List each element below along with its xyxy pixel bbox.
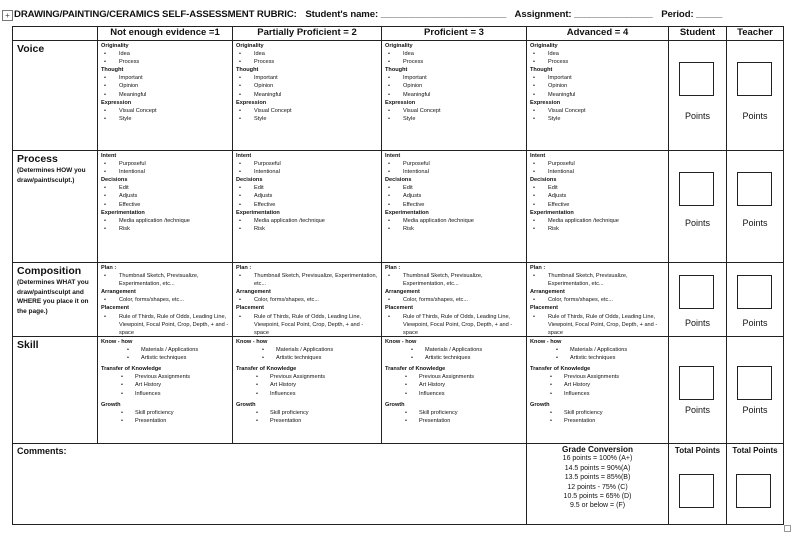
row-label-composition <box>12 262 98 337</box>
criterion-item: • Previous Assignments <box>530 373 666 381</box>
criterion-item: • Process <box>530 58 666 66</box>
criterion-item: • Meaningful <box>530 91 666 99</box>
criterion-item: • Purposeful <box>101 160 230 168</box>
criterion-heading: Originality <box>236 43 264 49</box>
col-header-1: Not enough evidence =1 <box>97 26 233 41</box>
criterion-heading: Placement <box>385 305 413 312</box>
criterion-item: • Process <box>101 58 230 66</box>
criterion-item: • Intentional <box>236 168 379 176</box>
criterion-heading: Know - how <box>530 339 562 345</box>
criterion-item: • Rule of Thirds, Rule of Odds, Leading Line, Viewpoint, Focal Point, Crop, Depth, + and - space <box>385 313 524 337</box>
criterion-heading: Experimentation <box>101 209 145 216</box>
criterion-item: • Meaningful <box>236 91 379 99</box>
points-label: Points <box>742 405 768 415</box>
header-corner-cell <box>12 26 98 41</box>
col-header-3: Proficient = 3 <box>381 26 527 41</box>
criterion-item: • Adjusts <box>101 192 230 200</box>
criterion-item: • Visual Concept <box>236 107 379 115</box>
points-label: Points <box>742 318 768 328</box>
period-field: Period: _____ <box>661 9 723 20</box>
criterion-item: • Meaningful <box>385 91 524 99</box>
criterion-item: • Important <box>385 74 524 82</box>
points-label: Points <box>684 405 710 415</box>
criterion-item: • Opinion <box>101 82 230 90</box>
criterion-item: • Presentation <box>530 417 666 425</box>
teacher-score-box[interactable] <box>737 172 772 206</box>
criterion-heading: Decisions <box>530 177 557 184</box>
criterion-heading: Intent <box>530 153 546 159</box>
criterion-item: • Media application /technique <box>101 217 230 225</box>
criteria-cell-voice-4 <box>526 40 669 151</box>
points-label: Points <box>742 111 768 121</box>
criterion-item: • Risk <box>101 225 230 233</box>
criterion-item: • Thumbnail Sketch, Previsualize, Experimentation, etc... <box>101 272 230 288</box>
criterion-heading: Decisions <box>236 177 263 184</box>
student-total-label: Total Points <box>674 446 721 455</box>
criterion-item: • Important <box>101 74 230 82</box>
criterion-item: • Effective <box>530 201 666 209</box>
row-name: Voice <box>17 43 45 55</box>
criterion-heading: Experimentation <box>530 209 574 216</box>
criterion-item: • Opinion <box>530 82 666 90</box>
criterion-item: • Art History <box>385 381 524 389</box>
teacher-score-box[interactable] <box>737 275 772 309</box>
criterion-heading: Arrangement <box>236 289 271 296</box>
teacher-score-box[interactable] <box>737 366 772 400</box>
criterion-heading: Decisions <box>101 177 128 184</box>
criterion-item: • Risk <box>385 225 524 233</box>
row-label-process <box>12 150 98 263</box>
table-move-handle-icon[interactable]: + <box>2 10 13 21</box>
col-header-student: Student <box>668 26 727 41</box>
criteria-cell-composition-1 <box>97 262 233 337</box>
rubric-title <box>14 9 784 23</box>
student-score-box[interactable] <box>679 366 714 400</box>
criterion-item: • Thumbnail Sketch, Previsualize, Experimentation, etc... <box>530 272 666 288</box>
criterion-item: • Skill proficiency <box>385 409 524 417</box>
criterion-item: • Rule of Thirds, Rule of Odds, Leading Line, Viewpoint, Focal Point, Crop, Depth, + and - space <box>530 313 666 337</box>
criterion-item: • Influences <box>530 390 666 398</box>
row-label-voice <box>12 40 98 151</box>
criterion-heading: Intent <box>236 153 252 159</box>
grade-line: 13.5 points = 85%(B) <box>564 474 631 482</box>
criterion-item: • Artistic techniques <box>101 354 230 362</box>
criterion-heading: Thought <box>236 67 259 74</box>
criterion-item: • Skill proficiency <box>530 409 666 417</box>
criterion-item: • Media application /technique <box>385 217 524 225</box>
criterion-item: • Important <box>236 74 379 82</box>
criterion-item: • Influences <box>101 390 230 398</box>
points-label: Points <box>684 318 710 328</box>
col-header-4: Advanced = 4 <box>526 26 669 41</box>
criterion-item: • Materials / Applications <box>236 346 379 354</box>
criterion-heading: Growth <box>530 401 550 408</box>
row-name: Process <box>17 153 58 165</box>
row-description: (Determines HOW you draw/paint/sculpt.) <box>17 167 86 184</box>
student-score-cell-process <box>668 150 727 263</box>
criterion-item: • Purposeful <box>236 160 379 168</box>
criterion-item: • Risk <box>236 225 379 233</box>
criterion-heading: Transfer of Knowledge <box>385 366 446 373</box>
table-resize-handle-icon[interactable] <box>784 525 791 532</box>
criterion-heading: Intent <box>101 153 117 159</box>
criterion-heading: Thought <box>101 67 124 74</box>
criterion-item: • Influences <box>236 390 379 398</box>
criterion-item: • Process <box>236 58 379 66</box>
criterion-heading: Originality <box>101 43 129 49</box>
criterion-item: • Presentation <box>101 417 230 425</box>
criterion-item: • Artistic techniques <box>236 354 379 362</box>
teacher-score-box[interactable] <box>737 62 772 96</box>
teacher-total-box[interactable] <box>736 474 771 508</box>
criterion-heading: Expression <box>385 99 416 106</box>
criterion-item: • Idea <box>385 50 524 58</box>
points-label: Points <box>684 218 710 228</box>
criterion-item: • Previous Assignments <box>236 373 379 381</box>
col-header-teacher: Teacher <box>726 26 784 41</box>
criterion-heading: Know - how <box>385 339 417 345</box>
criterion-item: • Adjusts <box>530 192 666 200</box>
criterion-heading: Thought <box>385 67 408 74</box>
grade-line: 9.5 or below = (F) <box>569 502 626 510</box>
criterion-item: • Color, forms/shapes, etc... <box>101 296 230 304</box>
grade-line: 14.5 points = 90%(A) <box>564 464 631 472</box>
criterion-item: • Important <box>530 74 666 82</box>
criterion-item: • Rule of Thirds, Rule of Odds, Leading Line, Viewpoint, Focal Point, Crop, Depth, + and - space <box>236 313 379 337</box>
criterion-item: • Materials / Applications <box>101 346 230 354</box>
criterion-item: • Thumbnail Sketch, Previsualize, Experimentation, etc... <box>236 272 379 288</box>
criterion-item: • Previous Assignments <box>385 373 524 381</box>
criterion-item: • Purposeful <box>385 160 524 168</box>
criterion-heading: Placement <box>101 305 129 312</box>
grade-line: 12 points - 75% (C) <box>567 483 628 491</box>
col-header-2: Partially Proficient = 2 <box>232 26 382 41</box>
criterion-heading: Plan : <box>530 265 546 271</box>
criterion-heading: Arrangement <box>385 289 420 296</box>
criterion-heading: Arrangement <box>530 289 565 296</box>
criterion-item: • Media application /technique <box>530 217 666 225</box>
criterion-heading: Expression <box>101 99 132 106</box>
criterion-heading: Expression <box>236 99 267 106</box>
criterion-heading: Transfer of Knowledge <box>236 366 297 373</box>
criterion-item: • Rule of Thirds, Rule of Odds, Leading Line, Viewpoint, Focal Point, Crop, Depth, + and - space <box>101 313 230 337</box>
criterion-item: • Color, forms/shapes, etc... <box>385 296 524 304</box>
criterion-heading: Arrangement <box>101 289 136 296</box>
criterion-item: • Idea <box>236 50 379 58</box>
criterion-item: • Style <box>530 115 666 123</box>
criterion-item: • Thumbnail Sketch, Previsualize, Experimentation, etc... <box>385 272 524 288</box>
criterion-item: • Artistic techniques <box>385 354 524 362</box>
criteria-cell-skill-1 <box>97 336 233 444</box>
criterion-heading: Plan : <box>101 265 117 271</box>
criterion-heading: Placement <box>236 305 264 312</box>
criterion-heading: Growth <box>236 401 256 408</box>
criteria-cell-skill-4 <box>526 336 669 444</box>
assignment-field: Assignment: _______________ <box>514 9 653 20</box>
criterion-item: • Risk <box>530 225 666 233</box>
student-score-box[interactable] <box>679 275 714 309</box>
criteria-cell-composition-3 <box>381 262 527 337</box>
row-description: (Determines WHAT you draw/paint/sculpt and WHERE you place it on the page.) <box>17 279 89 315</box>
criterion-item: • Adjusts <box>236 192 379 200</box>
criterion-item: • Color, forms/shapes, etc... <box>236 296 379 304</box>
criterion-heading: Experimentation <box>236 209 280 216</box>
comments-label: Comments: <box>17 446 67 456</box>
criteria-cell-skill-2 <box>232 336 382 444</box>
criterion-item: • Intentional <box>385 168 524 176</box>
criterion-heading: Thought <box>530 67 553 74</box>
criterion-heading: Know - how <box>101 339 133 345</box>
criterion-heading: Originality <box>385 43 413 49</box>
criteria-cell-composition-4 <box>526 262 669 337</box>
criteria-cell-process-2 <box>232 150 382 263</box>
student-name-field: Student's name: ________________________ <box>305 9 507 20</box>
criterion-item: • Style <box>236 115 379 123</box>
criterion-item: • Previous Assignments <box>101 373 230 381</box>
criterion-item: • Opinion <box>385 82 524 90</box>
rubric-title-text: DRAWING/PAINTING/CERAMICS SELF-ASSESSMENT RUBRIC: <box>14 9 297 20</box>
criterion-item: • Art History <box>236 381 379 389</box>
student-score-box[interactable] <box>679 62 714 96</box>
teacher-total-label: Total Points <box>732 446 778 455</box>
criteria-cell-skill-3 <box>381 336 527 444</box>
criterion-heading: Experimentation <box>385 209 429 216</box>
criterion-item: • Style <box>385 115 524 123</box>
criterion-item: • Art History <box>101 381 230 389</box>
criterion-item: • Presentation <box>385 417 524 425</box>
criterion-heading: Plan : <box>236 265 252 271</box>
criterion-item: • Meaningful <box>101 91 230 99</box>
criterion-item: • Intentional <box>101 168 230 176</box>
grade-line: 10.5 points = 65% (D) <box>563 493 632 501</box>
row-name: Skill <box>17 339 39 351</box>
criteria-cell-process-3 <box>381 150 527 263</box>
criterion-item: • Edit <box>385 184 524 192</box>
criteria-cell-process-4 <box>526 150 669 263</box>
criterion-item: • Influences <box>385 390 524 398</box>
grade-conversion-cell <box>526 443 669 525</box>
criterion-item: • Effective <box>236 201 379 209</box>
criterion-heading: Placement <box>530 305 558 312</box>
row-name: Composition <box>17 265 82 277</box>
criterion-heading: Growth <box>385 401 405 408</box>
criteria-cell-voice-1 <box>97 40 233 151</box>
comments-cell[interactable] <box>12 443 527 525</box>
criterion-item: • Skill proficiency <box>236 409 379 417</box>
criterion-item: • Visual Concept <box>530 107 666 115</box>
criterion-item: • Presentation <box>236 417 379 425</box>
criterion-item: • Idea <box>101 50 230 58</box>
criterion-item: • Effective <box>385 201 524 209</box>
criteria-cell-process-1 <box>97 150 233 263</box>
teacher-score-cell-process <box>726 150 784 263</box>
student-score-box[interactable] <box>679 172 714 206</box>
criterion-heading: Intent <box>385 153 401 159</box>
student-total-box[interactable] <box>679 474 714 508</box>
criteria-cell-voice-2 <box>232 40 382 151</box>
criterion-item: • Edit <box>101 184 230 192</box>
criterion-item: • Purposeful <box>530 160 666 168</box>
criterion-heading: Transfer of Knowledge <box>530 366 591 373</box>
criteria-cell-composition-2 <box>232 262 382 337</box>
criteria-cell-voice-3 <box>381 40 527 151</box>
criterion-item: • Visual Concept <box>101 107 230 115</box>
criterion-item: • Adjusts <box>385 192 524 200</box>
grade-line: 16 points = 100% (A+) <box>562 455 633 463</box>
criterion-item: • Edit <box>530 184 666 192</box>
criterion-item: • Color, forms/shapes, etc... <box>530 296 666 304</box>
criterion-heading: Decisions <box>385 177 412 184</box>
criterion-heading: Originality <box>530 43 558 49</box>
row-label-skill <box>12 336 98 444</box>
criterion-item: • Art History <box>530 381 666 389</box>
criterion-heading: Expression <box>530 99 561 106</box>
criterion-item: • Visual Concept <box>385 107 524 115</box>
criterion-item: • Media application /technique <box>236 217 379 225</box>
criterion-item: • Intentional <box>530 168 666 176</box>
criterion-item: • Idea <box>530 50 666 58</box>
criterion-item: • Process <box>385 58 524 66</box>
grade-conversion-title: Grade Conversion <box>562 445 633 454</box>
criterion-heading: Transfer of Knowledge <box>101 366 162 373</box>
criterion-item: • Artistic techniques <box>530 354 666 362</box>
criterion-item: • Materials / Applications <box>385 346 524 354</box>
criterion-heading: Growth <box>101 401 121 408</box>
points-label: Points <box>684 111 710 121</box>
criterion-item: • Edit <box>236 184 379 192</box>
criterion-item: • Skill proficiency <box>101 409 230 417</box>
criterion-item: • Opinion <box>236 82 379 90</box>
criterion-item: • Materials / Applications <box>530 346 666 354</box>
criterion-item: • Effective <box>101 201 230 209</box>
points-label: Points <box>742 218 768 228</box>
criterion-item: • Style <box>101 115 230 123</box>
criterion-heading: Know - how <box>236 339 268 345</box>
criterion-heading: Plan : <box>385 265 401 271</box>
